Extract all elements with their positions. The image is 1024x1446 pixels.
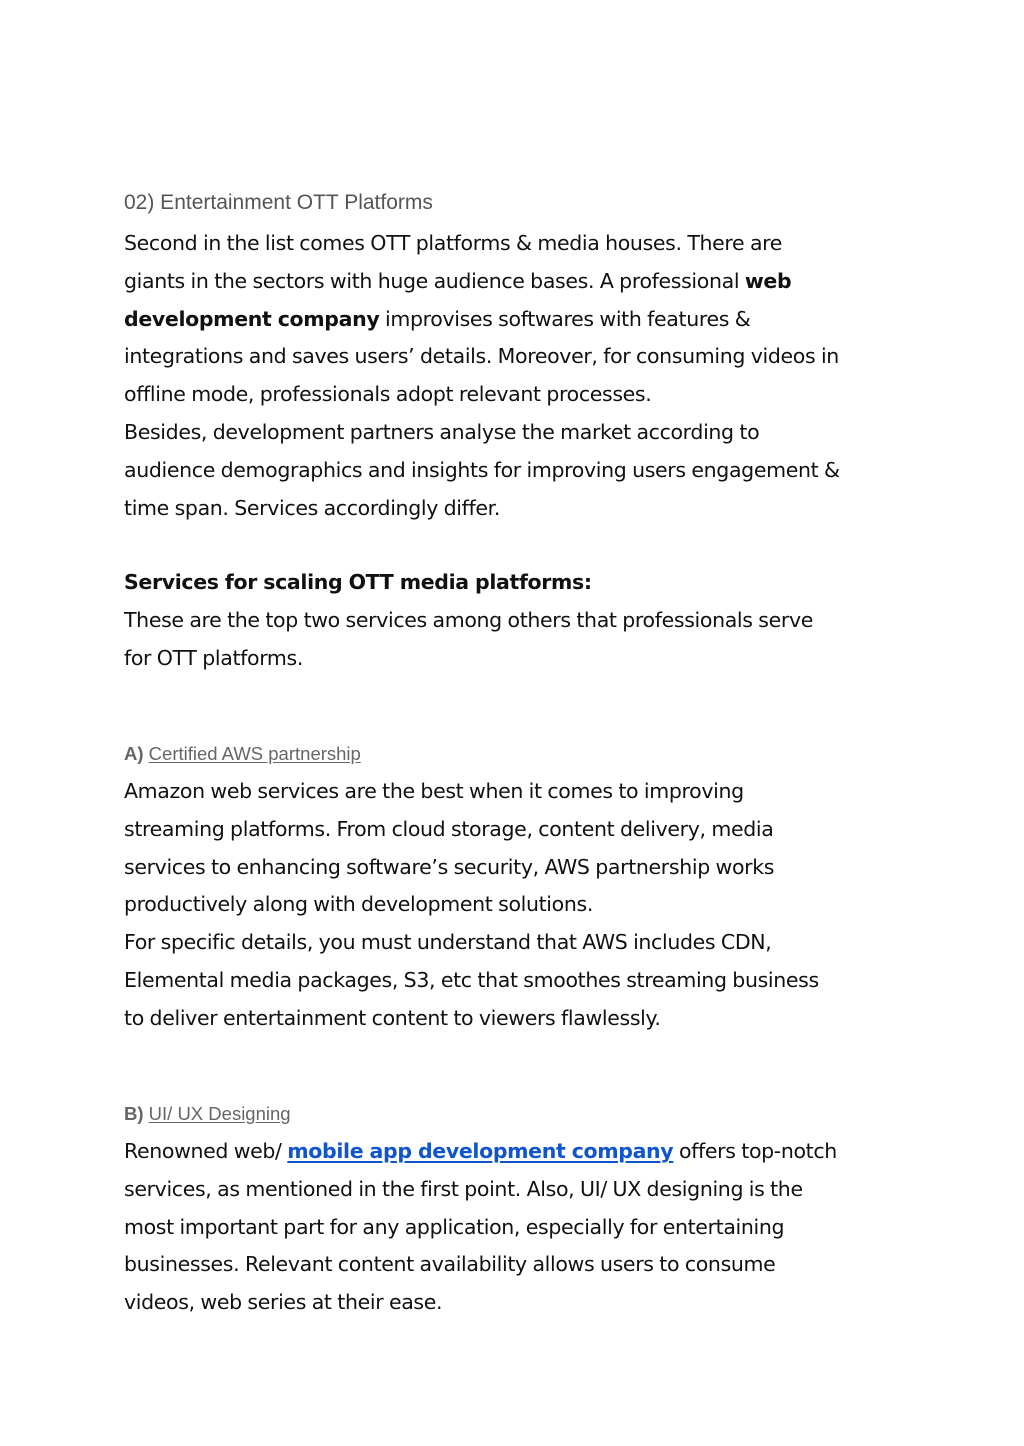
text-line: services, as mentioned in the first point. Also, UI/ UX designing is the [124,1176,803,1201]
subsection-a-heading [124,741,361,767]
text-line: integrations and saves users’ details. Moreover, for consuming videos in [124,344,839,369]
bold-text: web [744,268,792,293]
text-line: to deliver entertainment content to viewers flawlessly. [124,1005,661,1030]
text-line: videos, web series at their ease. [124,1290,443,1315]
text-line: Elemental media packages, S3, etc that smoothes streaming business [124,967,819,992]
text-line: Second in the list comes OTT platforms & media houses. There are [124,231,783,255]
text-run: improvises softwares with features & [379,306,751,331]
text-line: most important part for any application, especially for entertaining [124,1214,785,1239]
text-line: for OTT platforms. [124,645,304,670]
section-heading: 02) Entertainment OTT Platforms [124,191,433,214]
intro-paragraph [124,225,914,527]
subsection-letter: B) [124,1103,144,1124]
text-line [124,301,914,339]
services-paragraph [124,564,914,677]
text-line: productively along with development solutions. [124,892,593,917]
text-run: giants in the sectors with huge audience bases. A professional [124,268,745,293]
text-line [124,263,914,301]
text-line: For specific details, you must understand that AWS includes CDN, [124,930,772,955]
subsection-b-title: UI/ UX Designing [148,1103,291,1124]
subsection-a-title: Certified AWS partnership [148,743,361,764]
text-line: offline mode, professionals adopt relevant processes. [124,382,652,407]
text-line: time span. Services accordingly differ. [124,495,501,520]
subsection-letter: A) [124,743,144,764]
mobile-app-development-link[interactable]: mobile app development company [287,1139,674,1163]
text-line: These are the top two services among others that professionals serve [124,607,813,632]
text-line [124,1133,914,1171]
subsection-b-heading [124,1101,291,1127]
text-line: streaming platforms. From cloud storage, content delivery, media [124,816,774,841]
text-line: businesses. Relevant content availability allows users to consume [124,1252,776,1277]
text-line: Besides, development partners analyse the market according to [124,419,760,444]
text-line: services to enhancing software’s security, AWS partnership works [124,854,775,879]
text-run: Renowned web/ [124,1139,288,1163]
text-run: offers top-notch [673,1139,837,1163]
subsection-a-paragraph [124,773,914,1038]
subsection-b-paragraph [124,1133,914,1322]
text-line: audience demographics and insights for improving users engagement & [124,457,840,482]
bold-text: development company [124,306,380,331]
services-heading: Services for scaling OTT media platforms: [124,570,592,594]
text-line: Amazon web services are the best when it comes to improving [124,779,744,803]
